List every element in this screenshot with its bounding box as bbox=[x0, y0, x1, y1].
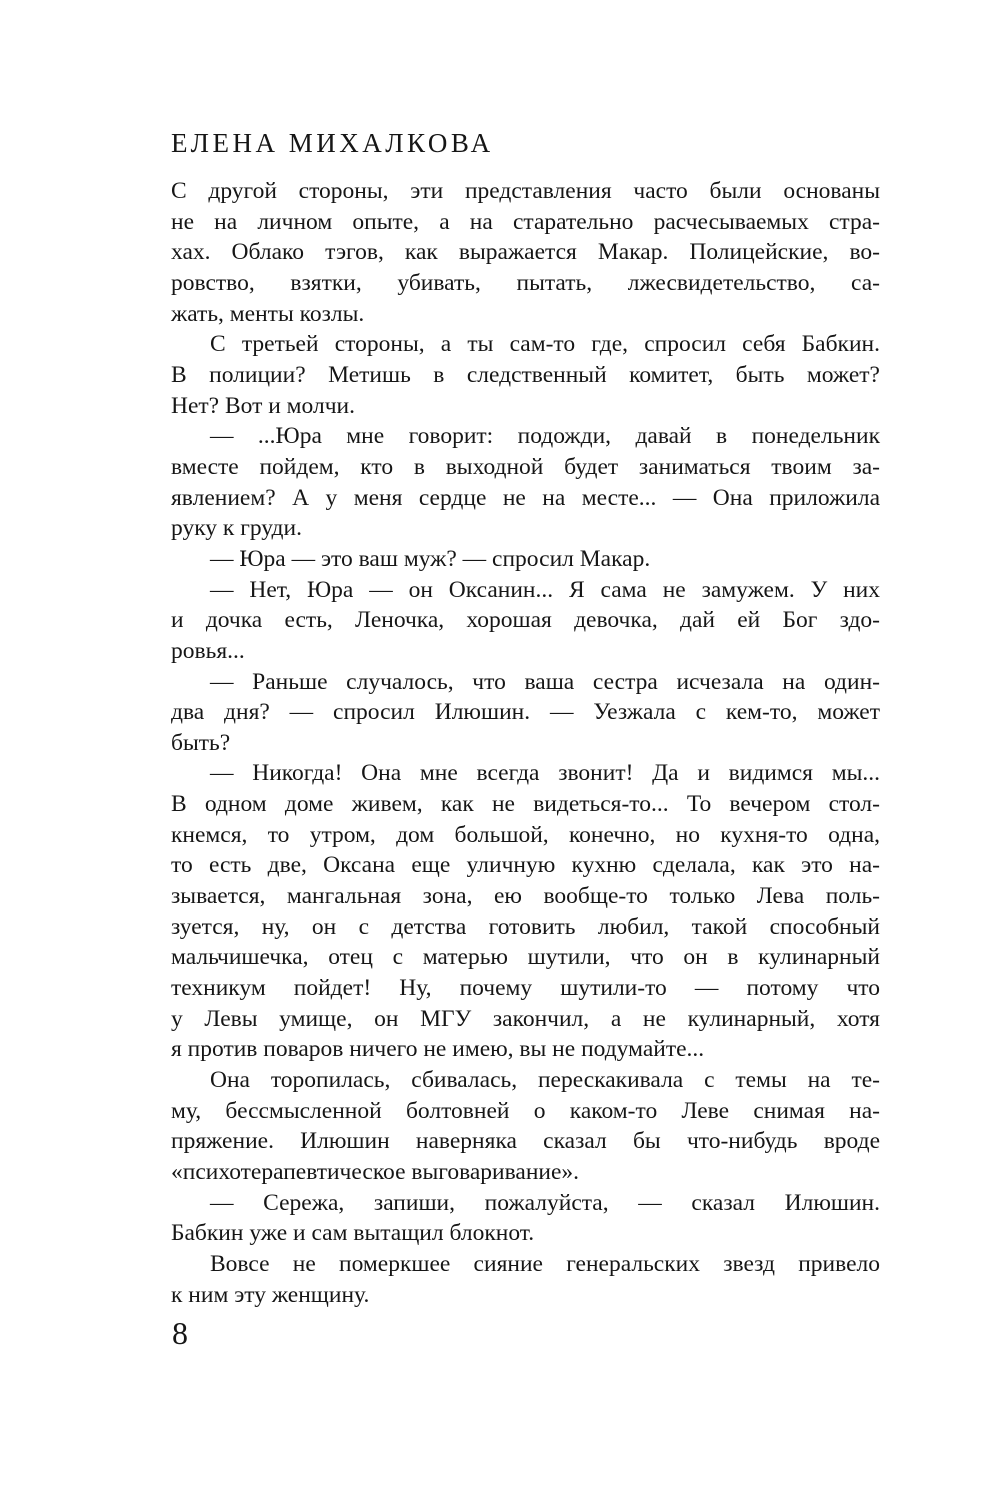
paragraph bbox=[171, 1249, 880, 1310]
text-line: у Левы умище, он МГУ закончил, а не кулинарный, хотя bbox=[171, 1005, 880, 1032]
text-line: Вовсе не померкшее сияние генеральских звезд привело bbox=[210, 1250, 880, 1277]
text-line: явлением? А у меня сердце не на месте... — Она приложила bbox=[171, 484, 880, 511]
text-line: — ...Юра мне говорит: подожди, давай в понедельник bbox=[210, 423, 880, 450]
text-line: жать, менты козлы. bbox=[171, 300, 365, 327]
paragraph bbox=[171, 329, 880, 421]
text-line: зуется, ну, он с детства готовить любил, такой способный bbox=[171, 913, 880, 940]
text-line: Бабкин уже и сам вытащил блокнот. bbox=[171, 1220, 535, 1247]
text-line: «психотерапевтическое выговаривание». bbox=[171, 1159, 580, 1185]
paragraph bbox=[171, 176, 880, 329]
text-line: быть? bbox=[171, 729, 231, 756]
text-line: — Нет, Юра — он Оксанин... Я сама не замужем. У них bbox=[210, 576, 880, 603]
text-line: С третьей стороны, а ты сам-то где, спросил себя Бабкин. bbox=[210, 331, 880, 358]
paragraph bbox=[171, 575, 880, 667]
text-line: ровья... bbox=[171, 637, 245, 664]
page-number: 8 bbox=[172, 1315, 188, 1351]
paragraph bbox=[171, 421, 880, 544]
text-line: вместе пойдем, кто в выходной будет заниматься твоим за- bbox=[171, 453, 880, 480]
paragraph bbox=[171, 758, 880, 1065]
running-header: ЕЛЕНА МИХАЛКОВА bbox=[171, 128, 494, 158]
text-line: му, бессмысленной болтовней о каком-то Леве снимая на- bbox=[171, 1097, 880, 1124]
text-line: — Юра — это ваш муж? — спросил Макар. bbox=[210, 545, 651, 572]
text-line: и дочка есть, Леночка, хорошая девочка, дай ей Бог здо- bbox=[171, 607, 880, 634]
paragraph bbox=[171, 1065, 880, 1188]
text-line: кнемся, то утром, дом большой, конечно, но кухня-то одна, bbox=[171, 821, 880, 848]
text-line: к ним эту женщину. bbox=[171, 1281, 370, 1308]
paragraph bbox=[171, 544, 880, 575]
text-line: — Сережа, запиши, пожалуйста, — сказал Илюшин. bbox=[210, 1189, 880, 1216]
text-line: Она торопилась, сбивалась, перескакивала с темы на те- bbox=[210, 1067, 880, 1094]
text-line: руку к груди. bbox=[171, 515, 302, 542]
text-line: ровство, взятки, убивать, пытать, лжесвидетельство, са- bbox=[171, 269, 880, 296]
text-line: зывается, мангальная зона, ею вообще-то только Лева поль- bbox=[171, 883, 880, 910]
text-line: не на личном опыте, а на старательно расчесываемых стра- bbox=[171, 208, 880, 235]
text-line: два дня? — спросил Илюшин. — Уезжала с кем-то, может bbox=[171, 699, 880, 726]
text-line: — Никогда! Она мне всегда звонит! Да и видимся мы... bbox=[210, 760, 880, 787]
text-line: техникум пойдет! Ну, почему шутили-то — потому что bbox=[171, 975, 880, 1002]
text-line: то есть две, Оксана еще уличную кухню сделала, как это на- bbox=[171, 852, 880, 879]
paragraph bbox=[171, 1188, 880, 1249]
text-line: В одном доме живем, как не видеться-то... То вечером стол- bbox=[171, 791, 880, 818]
text-line: В полиции? Метишь в следственный комитет, быть может? bbox=[171, 361, 880, 388]
text-block bbox=[171, 176, 880, 1310]
text-line: мальчишечка, отец с матерью шутили, что он в кулинарный bbox=[171, 944, 880, 971]
text-line: С другой стороны, эти представления часто были основаны bbox=[171, 178, 880, 204]
text-line: хах. Облако тэгов, как выражается Макар. Полицейские, во- bbox=[171, 239, 880, 266]
text-line: — Раньше случалось, что ваша сестра исчезала на один- bbox=[210, 668, 880, 695]
text-line: я против поваров ничего не имею, вы не подумайте... bbox=[171, 1036, 705, 1063]
paragraph bbox=[171, 667, 880, 759]
text-line: Нет? Вот и молчи. bbox=[171, 392, 355, 419]
text-line: пряжение. Илюшин наверняка сказал бы что-нибудь вроде bbox=[171, 1128, 880, 1155]
